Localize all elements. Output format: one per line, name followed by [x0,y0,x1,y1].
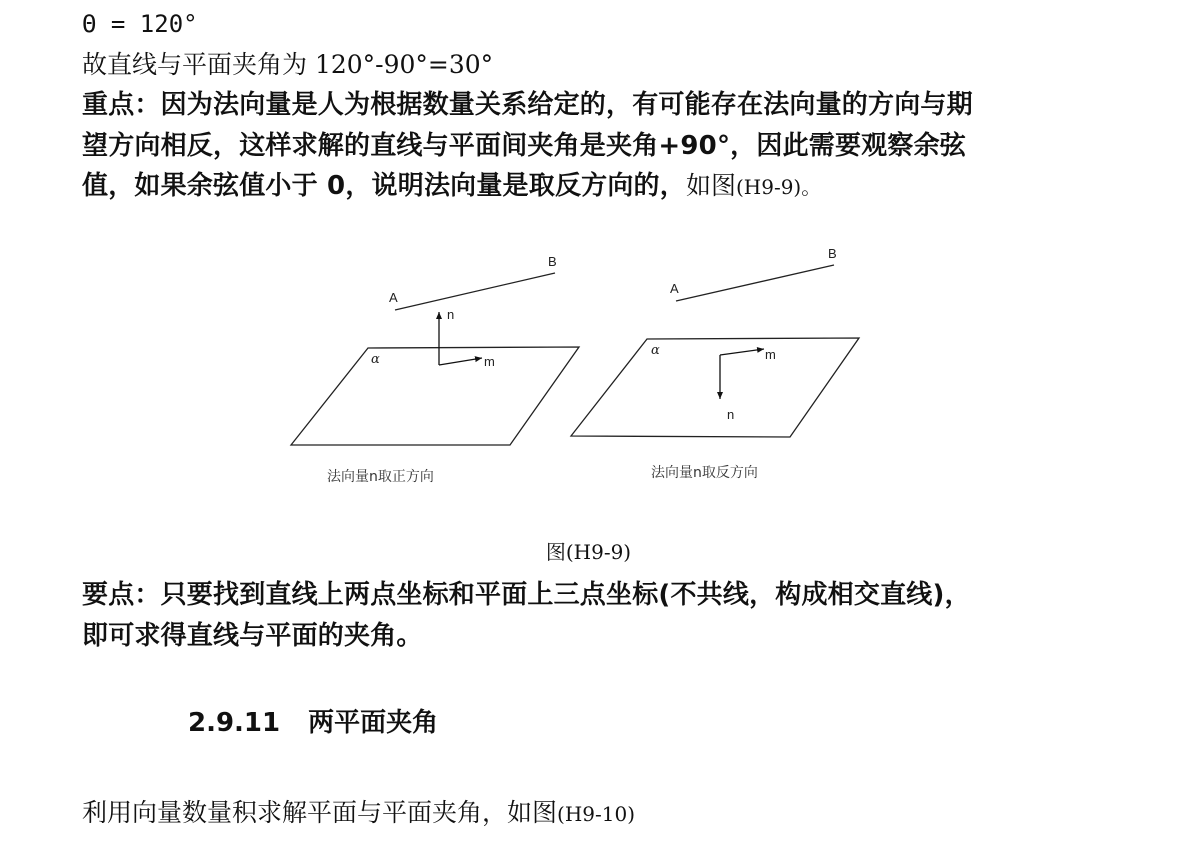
right-label-alpha: α [651,343,660,358]
section-title: 两平面夹角 [308,708,439,738]
left-label-n: n [447,307,455,322]
right-label-a: A [670,281,679,296]
figure-reference-h9-10: (H9-10) [557,802,635,826]
figure-caption: 图(H9-9) [545,540,632,564]
keypoint-line-3-normal: 如图 [685,171,736,200]
left-label-m: m [484,354,495,369]
left-label-a: A [389,290,398,305]
section-heading [188,710,438,736]
last-line [82,800,635,825]
keypoint-line-2: 望方向相反，这样求解的直线与平面间夹角是夹角+90°，因此需要观察余弦 [82,131,966,161]
right-label-m: m [765,347,776,362]
section-number: 2.9.11 [188,708,281,738]
right-label-b: B [828,246,837,261]
keypoint-line-1: 重点：因为法向量是人为根据数量关系给定的，有可能存在法向量的方向与期 [82,90,973,120]
right-line-ab [676,265,834,301]
right-m-vector [720,349,764,355]
right-label-n: n [727,407,735,422]
essential-line-2: 即可求得直线与平面的夹角。 [82,621,423,651]
theta-equation: Θ = 120° [82,10,198,38]
angle-result-line: 故直线与平面夹角为 120°-90°=30° [82,50,494,79]
left-m-vector [439,358,482,365]
left-panel-caption: 法向量n取正方向 [327,469,434,485]
right-plane [571,338,859,437]
figure-h9-9 [270,235,890,505]
keypoint-line-3 [82,173,821,199]
last-line-text: 利用向量数量积求解平面与平面夹角，如图 [82,798,558,827]
essential-line-1: 要点：只要找到直线上两点坐标和平面上三点坐标(不共线，构成相交直线)， [82,580,971,610]
left-label-b: B [548,254,557,269]
left-label-alpha: α [371,352,380,367]
left-plane [291,347,579,445]
left-panel [291,254,579,485]
figure-reference-h9-9: (H9-9)。 [735,175,822,199]
left-line-ab [395,273,555,310]
right-panel [571,246,859,481]
keypoint-line-3-bold: 值，如果余弦值小于 0，说明法向量是取反方向的， [82,171,686,201]
right-panel-caption: 法向量n取反方向 [651,465,758,481]
